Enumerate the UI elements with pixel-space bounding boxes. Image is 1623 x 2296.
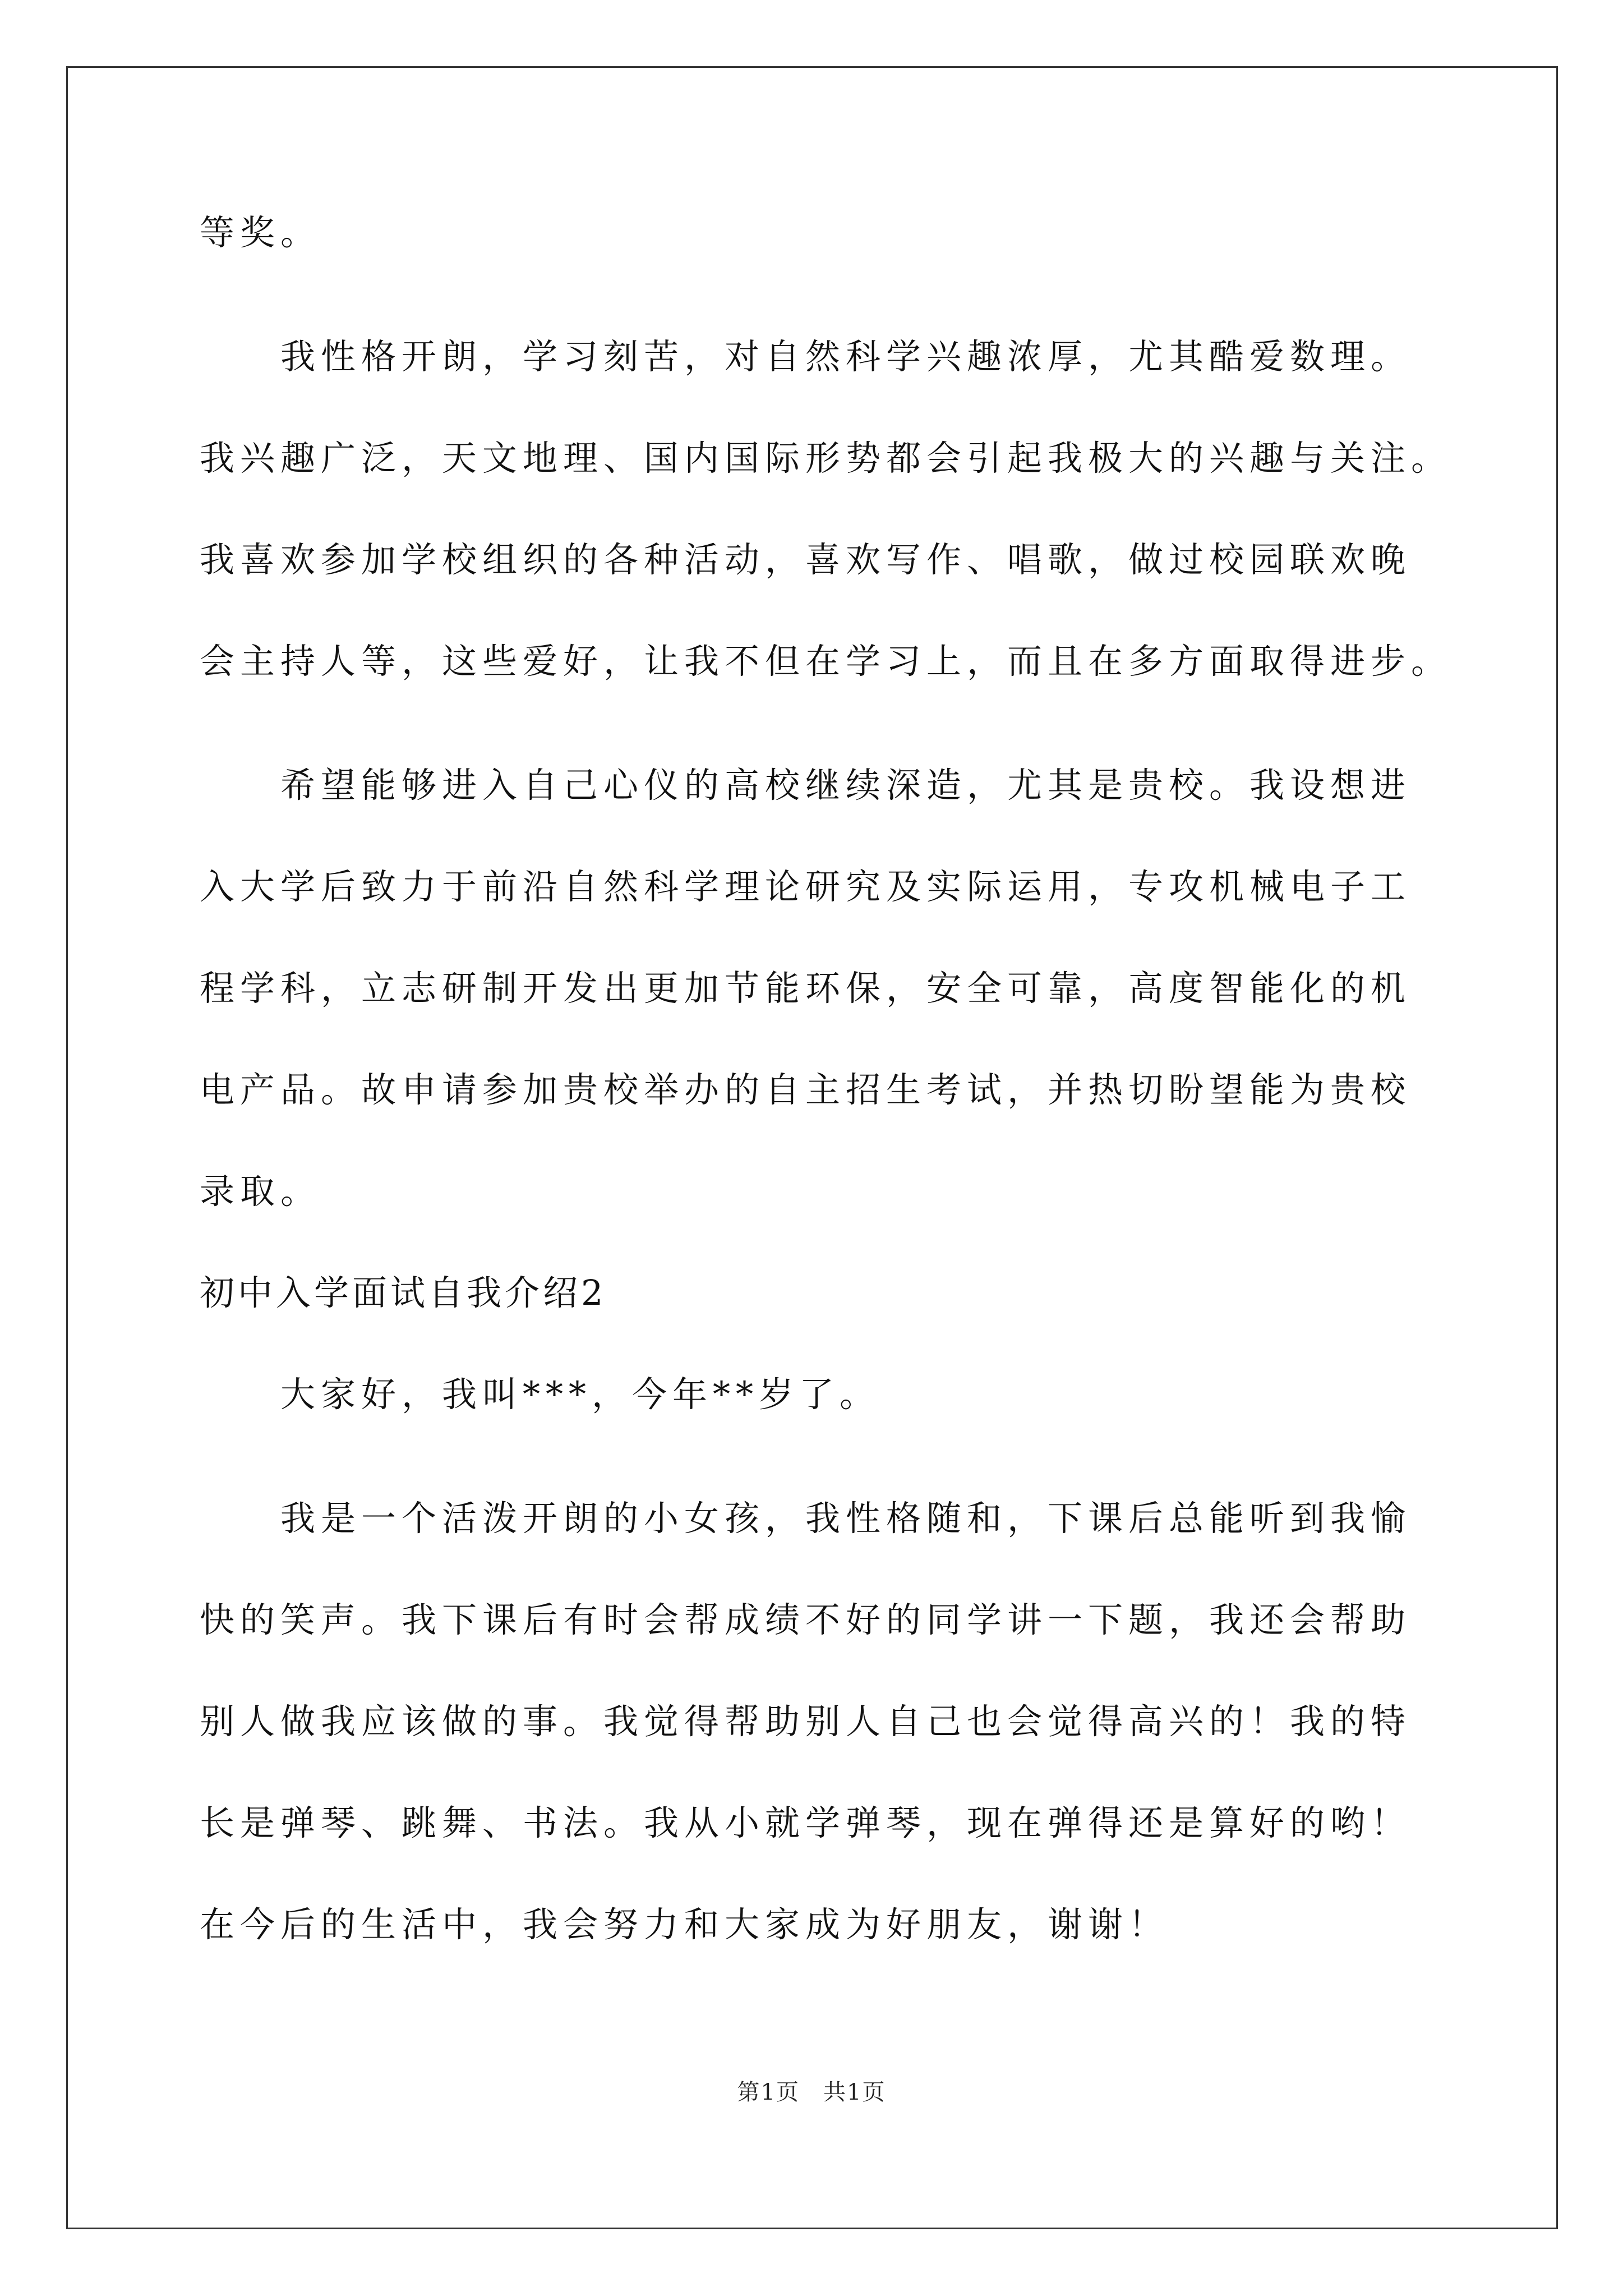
text-line: 我性格开朗，学习刻苦，对自然科学兴趣浓厚，尤其酷爱数理。 bbox=[280, 336, 1412, 377]
page-footer: 第1页 共1页 bbox=[737, 2079, 886, 2105]
section-heading: 初中入学面试自我介绍2 bbox=[200, 1272, 607, 1313]
text-line: 电产品。故申请参加贵校举办的自主招生考试，并热切盼望能为贵校 bbox=[200, 1069, 1412, 1110]
text-line: 希望能够进入自己心仪的高校继续深造，尤其是贵校。我设想进 bbox=[280, 765, 1412, 806]
text-line: 程学科，立志研制开发出更加节能环保，安全可靠，高度智能化的机 bbox=[200, 968, 1412, 1009]
text-line: 别人做我应该做的事。我觉得帮助别人自己也会觉得高兴的！我的特 bbox=[200, 1701, 1412, 1742]
text-line: 录取。 bbox=[200, 1171, 321, 1212]
text-line: 我喜欢参加学校组织的各种活动，喜欢写作、唱歌，做过校园联欢晚 bbox=[200, 539, 1412, 580]
text-line: 等奖。 bbox=[200, 212, 321, 253]
text-line: 长是弹琴、跳舞、书法。我从小就学弹琴，现在弹得还是算好的哟！ bbox=[200, 1802, 1412, 1843]
text-line: 大家好，我叫***，今年**岁了。 bbox=[280, 1374, 880, 1415]
text-line: 我兴趣广泛，天文地理、国内国际形势都会引起我极大的兴趣与关注。 bbox=[200, 438, 1452, 478]
text-line: 在今后的生活中，我会努力和大家成为好朋友，谢谢！ bbox=[200, 1904, 1169, 1945]
text-line: 快的笑声。我下课后有时会帮成绩不好的同学讲一下题，我还会帮助 bbox=[200, 1599, 1412, 1640]
text-line: 我是一个活泼开朗的小女孩，我性格随和，下课后总能听到我愉 bbox=[280, 1498, 1412, 1539]
text-line: 入大学后致力于前沿自然科学理论研究及实际运用，专攻机械电子工 bbox=[200, 866, 1412, 907]
text-line: 会主持人等，这些爱好，让我不但在学习上，而且在多方面取得进步。 bbox=[200, 641, 1452, 682]
